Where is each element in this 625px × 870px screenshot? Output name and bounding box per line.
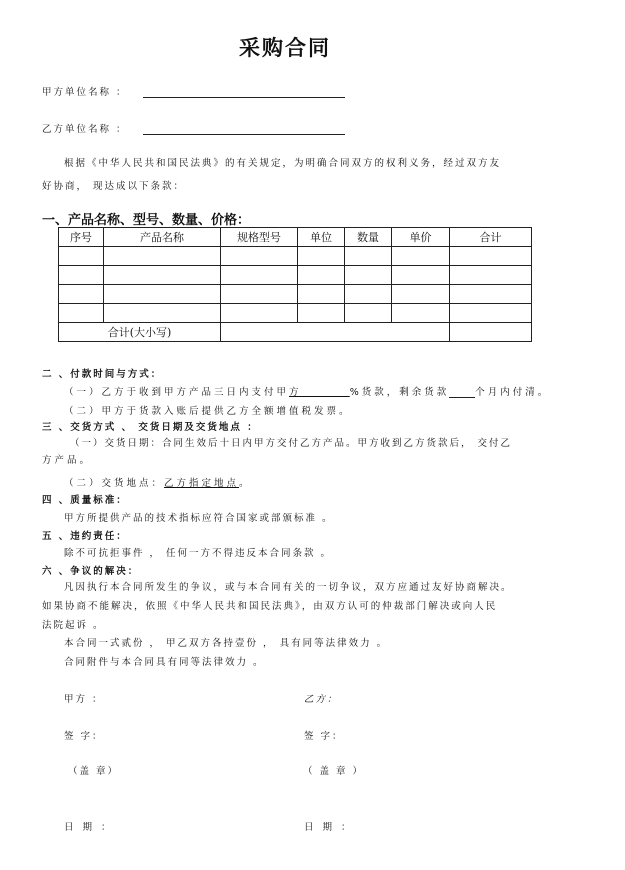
table-cell[interactable]	[345, 266, 392, 285]
section-6-line-2: 如果协商不能解决，依照《中华人民共和国民法典》，由双方认可的仲裁部门解决或向人民	[42, 601, 498, 612]
section-5-heading: 五 、违约责任：	[42, 531, 128, 542]
page-title: 采购合同	[239, 36, 331, 60]
table-cell[interactable]	[298, 304, 345, 323]
table-cell[interactable]	[59, 285, 104, 304]
table-header-row	[59, 228, 532, 247]
table-cell[interactable]	[104, 266, 221, 285]
table-cell[interactable]	[104, 304, 221, 323]
section-4-body: 甲方所提供产品的技术指标应符合国家或部颁标准 。	[64, 513, 334, 524]
section-2-item-1-text-b: 方	[289, 387, 302, 398]
section-3-item-2-end: 。	[239, 478, 252, 489]
total-amount-words[interactable]	[221, 323, 450, 342]
section-6-line-4: 本合同一式贰份 ， 甲乙双方各持壹份 ， 具有同等法律效力 。	[64, 638, 389, 649]
header-spec: 规格型号	[221, 228, 298, 247]
date-label-b: 日 期 ：	[304, 822, 354, 833]
section-6-line-5: 合同附件与本合同具有同等法律效力 。	[64, 657, 265, 668]
table-cell[interactable]	[345, 247, 392, 266]
party-b-name-label: 乙方单位名称 ：	[42, 124, 128, 135]
table-cell[interactable]	[221, 247, 298, 266]
table-row	[59, 304, 532, 323]
seal-label-b: （ 盖 章 ）	[303, 766, 365, 777]
seal-label-a: （盖 章）	[68, 766, 120, 777]
product-table	[58, 227, 532, 342]
section-3-item-1-line-2: 方产品。	[42, 455, 93, 466]
table-cell[interactable]	[450, 304, 532, 323]
table-total-row	[59, 323, 532, 342]
party-b-name-row	[42, 121, 345, 135]
table-cell[interactable]	[59, 247, 104, 266]
table-row	[59, 247, 532, 266]
table-row	[59, 266, 532, 285]
table-cell[interactable]	[298, 247, 345, 266]
section-1-heading: 一、产品名称、型号、数量、价格：	[42, 213, 251, 228]
header-index: 序号	[59, 228, 104, 247]
section-2-item-1-text-a: （一）乙方于收到甲方产品三日内支付甲	[64, 387, 290, 398]
table-cell[interactable]	[392, 247, 450, 266]
header-product-name: 产品名称	[104, 228, 221, 247]
section-4-heading: 四 、质量标准：	[42, 495, 128, 506]
section-2-item-1-text-c: %货款，剩余货款	[349, 387, 450, 398]
table-cell[interactable]	[392, 304, 450, 323]
section-6-heading: 六 、争议的解决：	[42, 566, 140, 577]
section-6-line-1: 凡因执行本合同所发生的争议，或与本合同有关的一切争议，双方应通过友好协商解决。	[64, 582, 513, 593]
header-total: 合计	[450, 228, 532, 247]
table-cell[interactable]	[221, 285, 298, 304]
table-cell[interactable]	[345, 304, 392, 323]
section-5-body: 除不可抗拒事件 ， 任何一方不得违反本合同条款 。	[64, 548, 333, 559]
header-quantity: 数量	[345, 228, 392, 247]
table-cell[interactable]	[392, 266, 450, 285]
section-3-item-2-label: （二）交货地点：	[64, 478, 165, 489]
party-a-name-field[interactable]	[143, 97, 345, 98]
table-cell[interactable]	[59, 266, 104, 285]
section-2-item-1-text-d: 个月内付清。	[475, 387, 551, 398]
section-2-heading: 二 、付款时间与方式：	[42, 369, 163, 380]
sign-label-a: 签 字：	[64, 731, 104, 742]
section-3-heading: 三 、交货方式 、 交货日期及交货地点 ：	[42, 422, 259, 433]
table-cell[interactable]	[59, 304, 104, 323]
signature-party-a: 甲方 ：	[64, 694, 104, 705]
party-a-name-label: 甲方单位名称 ：	[42, 87, 128, 98]
payment-percent-field[interactable]	[289, 387, 350, 398]
table-cell[interactable]	[221, 266, 298, 285]
table-cell[interactable]	[345, 285, 392, 304]
section-3-item-1-line-1: （一）交货日期：合同生效后十日内甲方交付乙方产品。甲方收到乙方货款后， 交付乙	[70, 438, 513, 449]
table-cell[interactable]	[221, 304, 298, 323]
table-cell[interactable]	[450, 266, 532, 285]
date-label-a: 日 期 ：	[64, 822, 114, 833]
party-a-name-row	[42, 84, 345, 98]
section-2-item-1	[64, 384, 550, 398]
table-cell[interactable]	[392, 285, 450, 304]
payment-months-field[interactable]	[449, 387, 475, 398]
signature-party-b: 乙方：	[304, 694, 339, 705]
table-cell[interactable]	[298, 285, 345, 304]
table-cell[interactable]	[450, 247, 532, 266]
table-cell[interactable]	[298, 266, 345, 285]
section-2-item-2: （二）甲方于货款入账后提供乙方全额增值税发票。	[64, 406, 352, 417]
party-b-name-field[interactable]	[143, 134, 345, 135]
section-3-item-2	[64, 475, 252, 489]
preamble-line-2: 好协商， 现达成以下条款：	[42, 181, 186, 192]
table-row	[59, 285, 532, 304]
header-unit-price: 单价	[392, 228, 450, 247]
total-amount[interactable]	[450, 323, 532, 342]
table-cell[interactable]	[104, 285, 221, 304]
delivery-location-value: 乙方指定地点	[164, 478, 240, 489]
header-unit: 单位	[298, 228, 345, 247]
total-label: 合计(大小写)	[59, 323, 221, 342]
section-6-line-3: 法院起诉 。	[42, 620, 105, 631]
sign-label-b: 签 字：	[304, 731, 344, 742]
preamble-line-1: 根据《中华人民共和国民法典》的有关规定，为明确合同双方的权利义务，经过双方友	[64, 158, 502, 169]
table-cell[interactable]	[450, 285, 532, 304]
table-cell[interactable]	[104, 247, 221, 266]
